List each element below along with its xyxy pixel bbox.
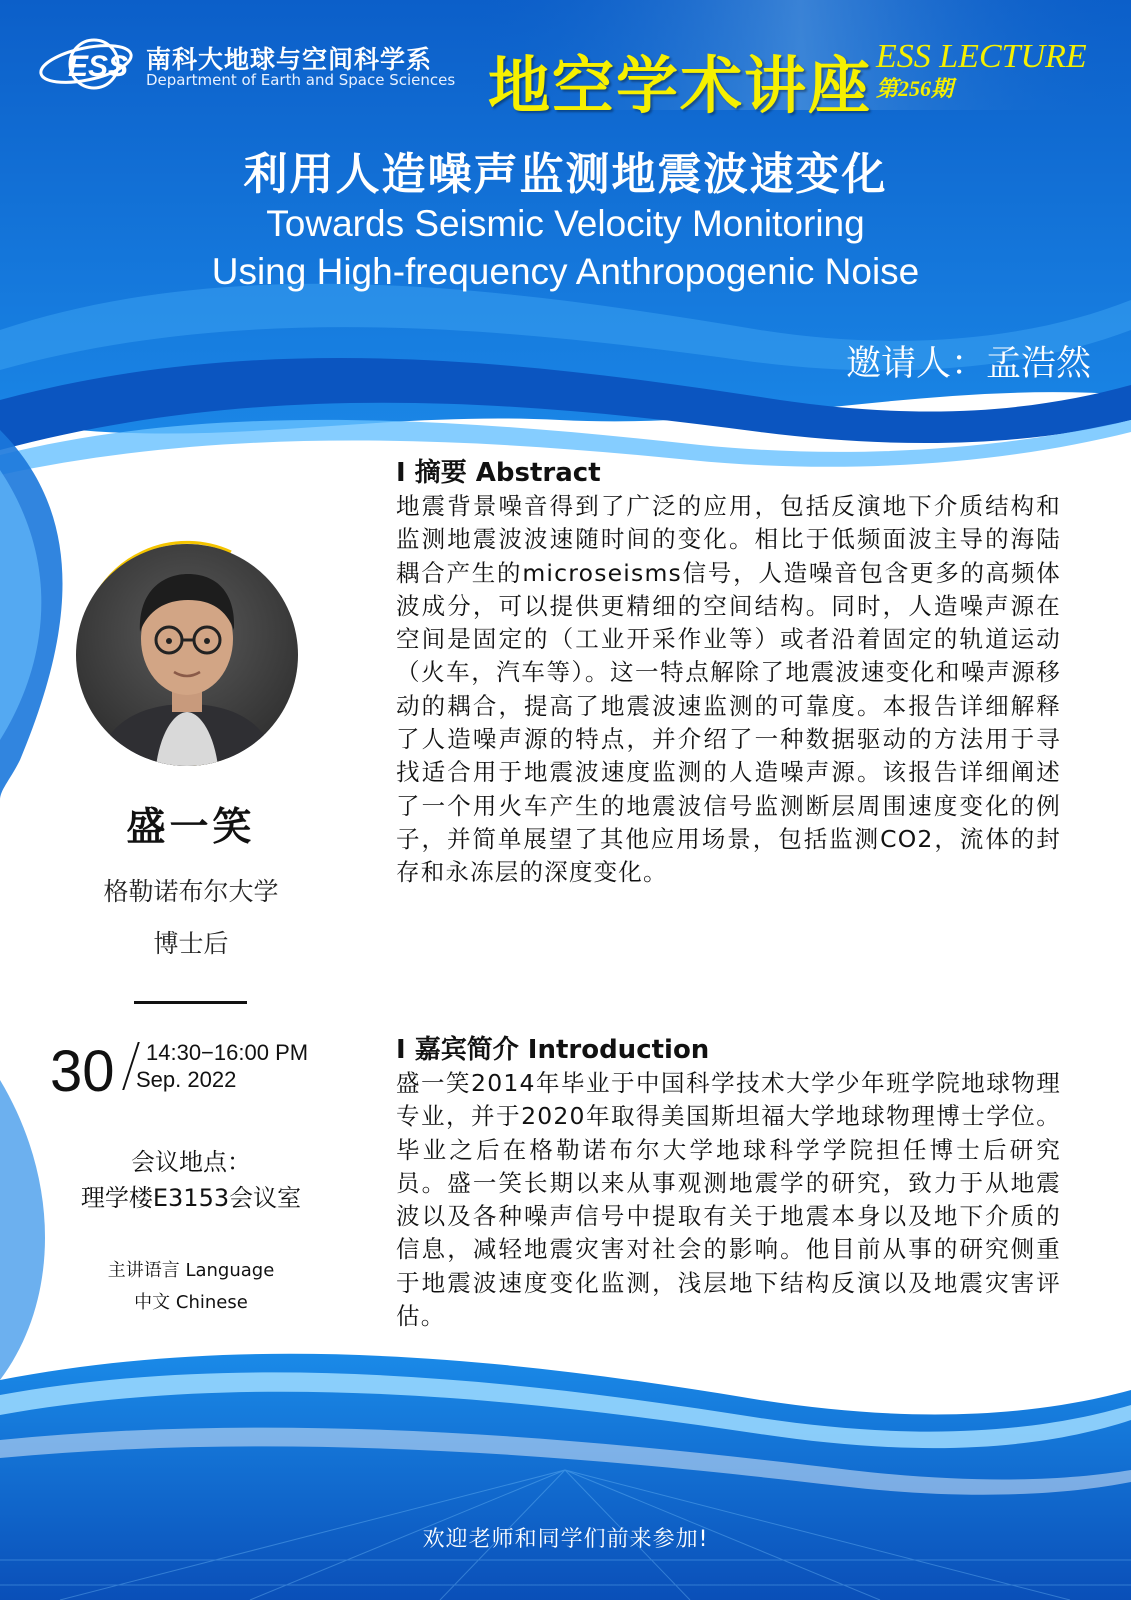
abstract-text: 地震背景噪音得到了广泛的应用，包括反演地下介质结构和监测地震波波速随时间的变化。相比于低频面波主导的海陆耦合产生的microseisms信号，人造噪音包含更多的高频体波成分，可以提供更精细的空间结构。同时，人造噪声源在空间是固定的（工业开采作业等）或者沿着固定的轨道运动（火车，汽车等）。这一特点解除了地震波速变化和噪声源移动的耦合，提高了地震波速监测的可靠度。本报告详细解释了人造噪声源的特点，并介绍了一种数据驱动的方法用于寻找适合用于地震波速度监测的人造噪声源。该报告详细阐述了一个用火车产生的地震波信号监测断层周围速度变化的例子，并简单展望了其他应用场景，包括监测CO2，流体的封存和永冻层的深度变化。 <box>396 492 1061 887</box>
language-value: 中文 Chinese <box>134 1292 248 1313</box>
department-name-cn: 南科大地球与空间科学系 <box>146 45 433 74</box>
speaker-portrait <box>76 544 298 766</box>
divider <box>134 1001 247 1004</box>
lecture-series-cn: 地空学术讲座 <box>488 49 873 122</box>
talk-title-en-line2: Using High-frequency Anthropogenic Noise <box>211 251 920 292</box>
venue-label: 会议地点： <box>131 1148 251 1176</box>
footer-invitation: 欢迎老师和同学们前来参加! <box>422 1527 709 1552</box>
time-range: 14:30−16:00 PM <box>146 1040 309 1065</box>
speaker-photo-frame <box>66 534 308 776</box>
talk-title-cn: 利用人造噪声监测地震波速变化 <box>243 149 888 200</box>
inviter: 邀请人：孟浩然 <box>845 344 1091 384</box>
speaker-photo <box>76 544 298 766</box>
speaker-affiliation: 格勒诺布尔大学 <box>103 877 279 906</box>
ess-logo <box>34 34 144 96</box>
department-name-en: Department of Earth and Space Sciences <box>146 71 456 89</box>
introduction-text: 盛一笑2014年毕业于中国科学技术大学少年班学院地球物理专业，并于2020年取得美国斯坦福大学地球物理博士学位。毕业之后在格勒诺布尔大学地球科学学院担任博士后研究员。盛一笑长期以来从事观测地震学的研究，致力于从地震波以及各种噪声信号中提取有关于地震本身以及地下介质的信息，减轻地震灾害对社会的影响。他目前从事的研究侧重于地震波速度变化监测，浅层地下结构反演以及地震灾害评估。 <box>396 1069 1061 1331</box>
talk-title-en <box>0 200 1131 296</box>
talk-title-en-line1: Towards Seismic Velocity Monitoring <box>266 203 865 244</box>
date-month-year: Sep. 2022 <box>136 1067 237 1092</box>
speaker-position: 博士后 <box>153 929 229 958</box>
abstract-heading: I 摘要 Abstract <box>396 458 601 488</box>
svg-text:ESS: ESS <box>68 50 129 83</box>
language-label: 主讲语言 Language <box>107 1260 275 1281</box>
speaker-name: 盛一笑 <box>126 805 256 850</box>
introduction-heading: I 嘉宾简介 Introduction <box>396 1035 710 1065</box>
lecture-series-en: ESS LECTURE <box>876 38 1087 75</box>
issue-number: 第256期 <box>876 76 954 101</box>
venue-value: 理学楼E3153会议室 <box>80 1184 302 1212</box>
date-day: 30 <box>50 1039 115 1104</box>
